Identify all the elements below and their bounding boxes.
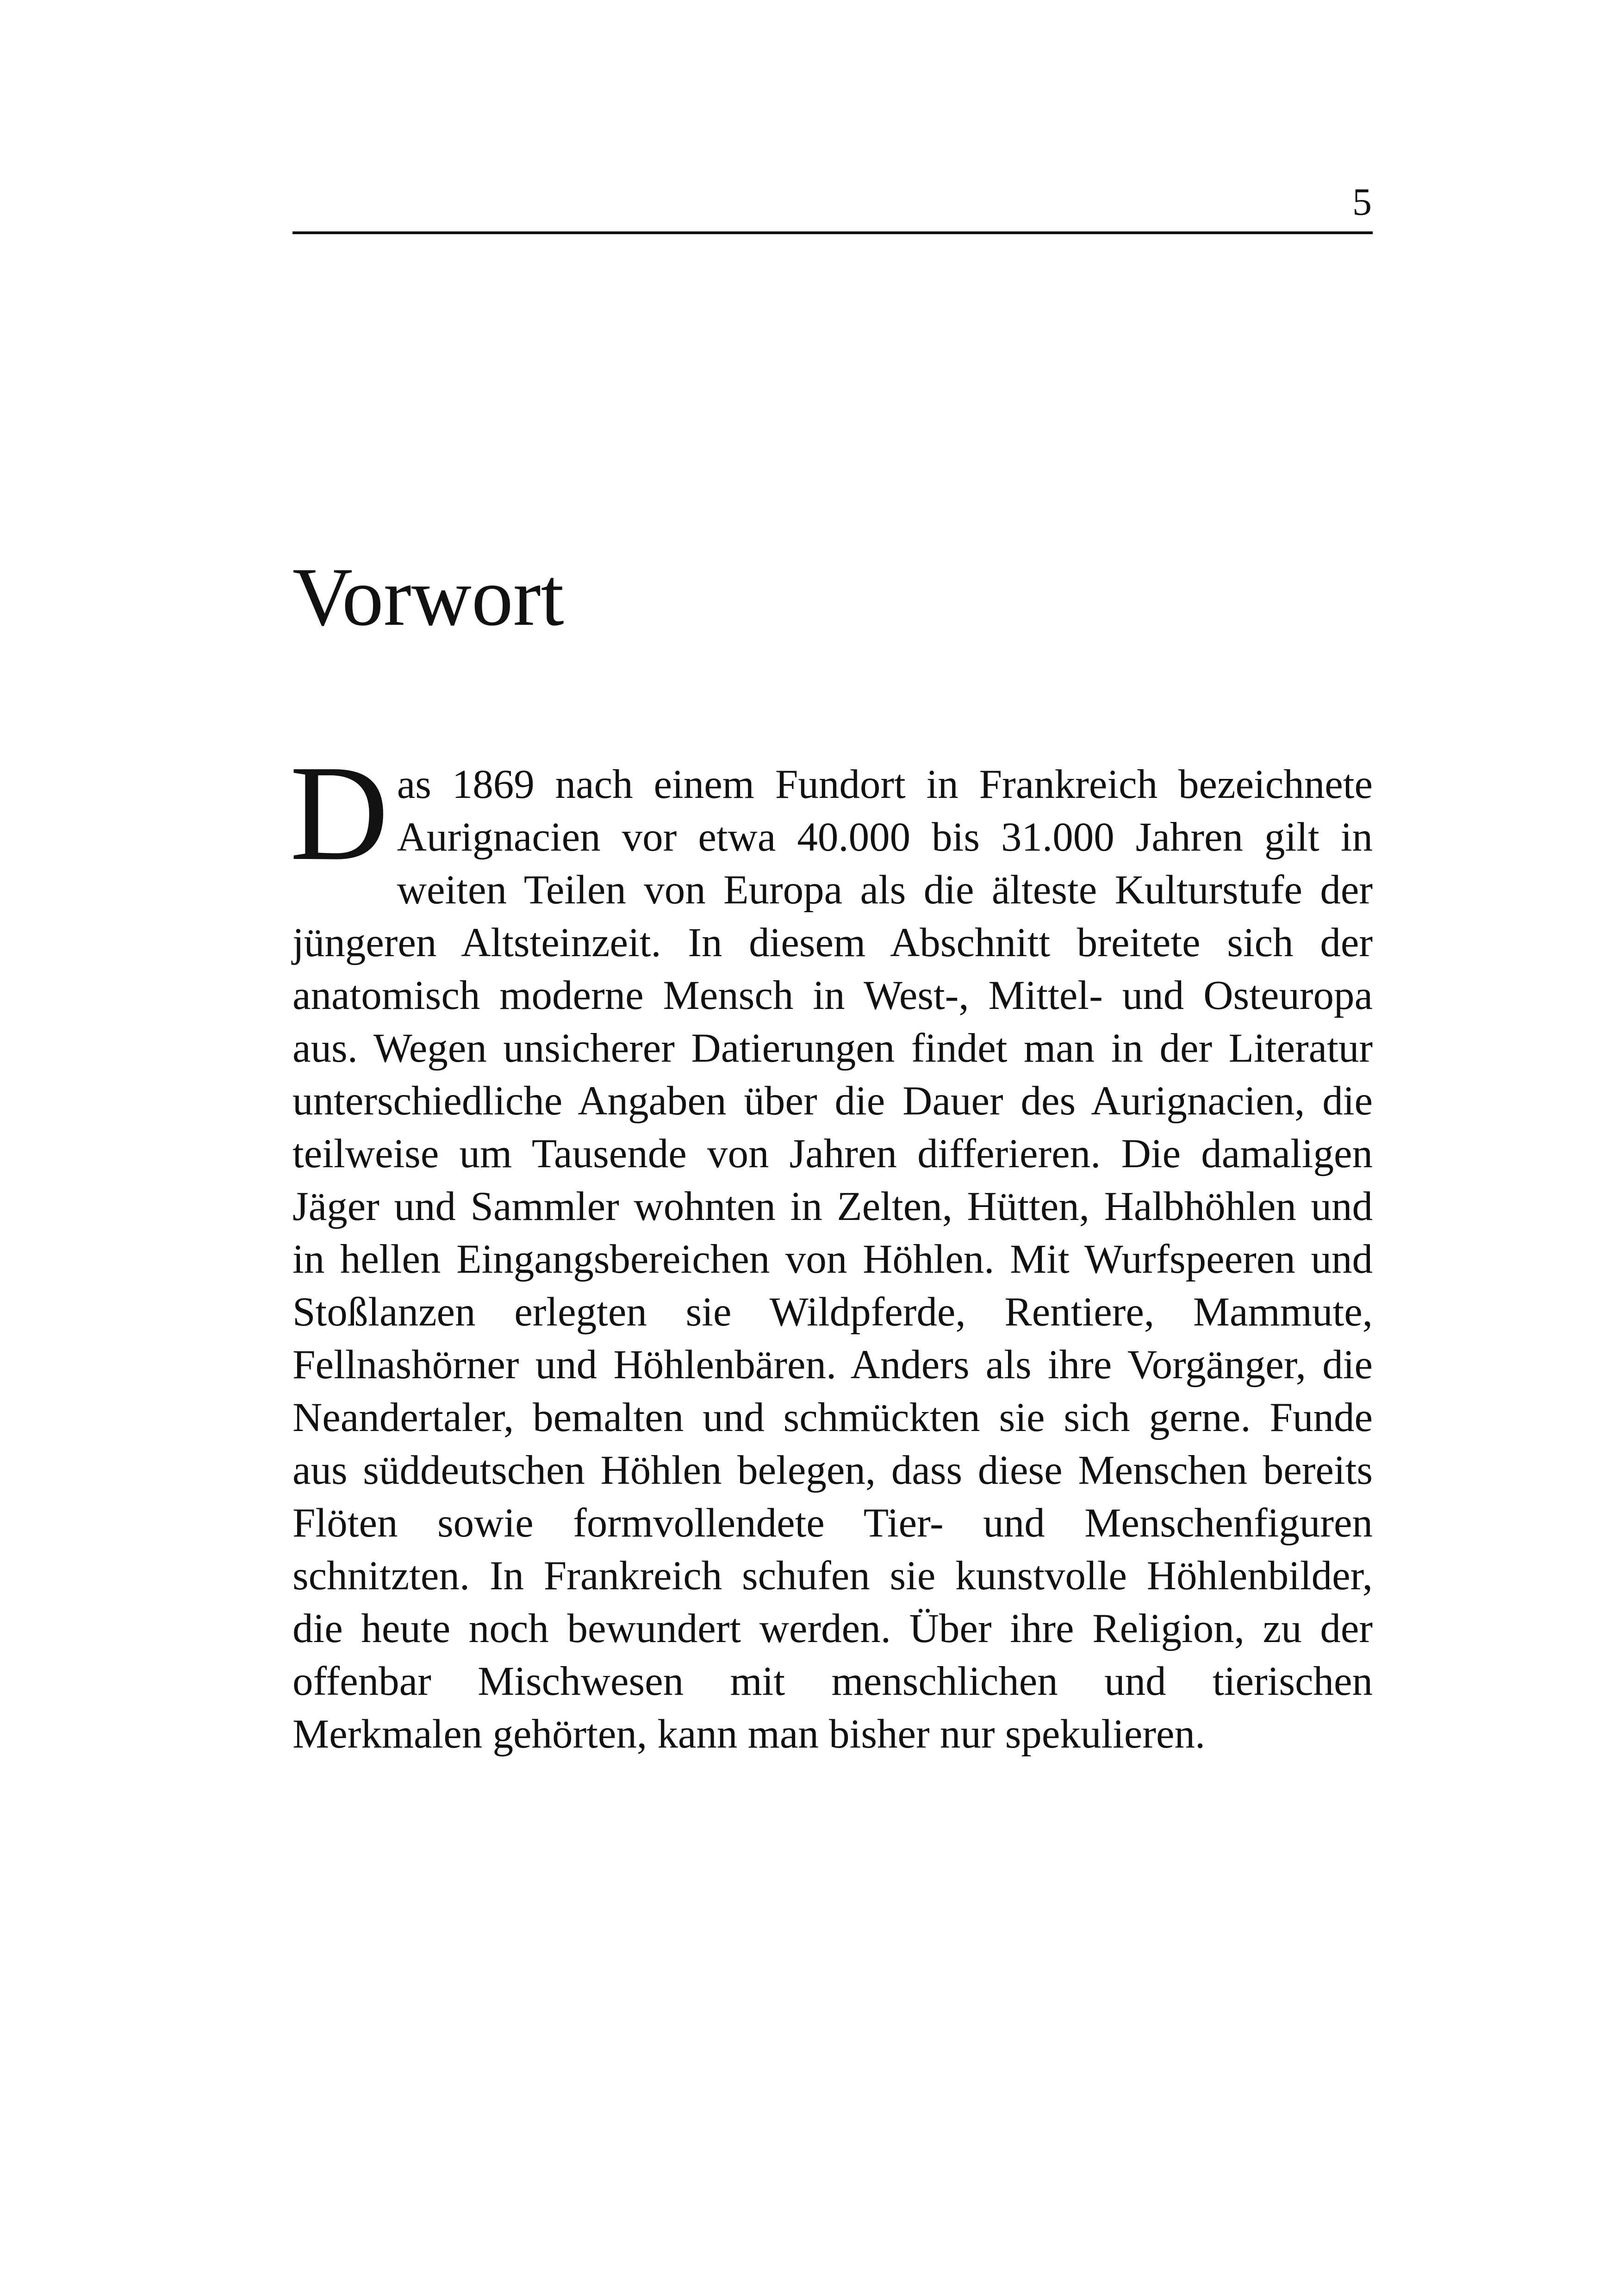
- header-rule: [292, 231, 1373, 234]
- page-number: 5: [1352, 180, 1373, 224]
- body-paragraph-text: as 1869 nach einem Fundort in Frankreich bezeichnete Aurignacien vor etwa 40.000 bis 31.000 Jahren gilt in weiten Teilen von Europa als die älteste Kulturstufe der jüngeren Altsteinzeit. In diesem Abschnitt breitete sich der anatomisch moderne Mensch in West-, Mittel- und Osteuropa aus. Wegen unsicherer Datierungen findet man in der Literatur unterschiedliche Angaben über die Dauer des Aurignacien, die teilweise um Tausende von Jahren differieren. Die damaligen Jäger und Sammler wohnten in Zelten, Hütten, Halbhöhlen und in hellen Eingangsbereichen von Höhlen. Mit Wurfspeeren und Stoßlanzen erlegten sie Wildpferde, Rentiere, Mammute, Fellnashörner und Höhlenbären. Anders als ihre Vorgänger, die Neandertaler, bemalten und schmückten sie sich gerne. Funde aus süddeutschen Höhlen belegen, dass diese Menschen bereits Flöten sowie formvollendete Tier- und Menschenfiguren schnitzten. In Frankreich schufen sie kunstvolle Höhlenbilder, die heute noch bewundert werden. Über ihre Religion, zu der offenbar Mischwesen mit menschlichen und tierischen Merkmalen gehörten, kann man bisher nur spekulieren.: [292, 762, 1373, 1757]
- drop-cap: D: [290, 737, 389, 889]
- body-paragraph: [290, 737, 1373, 1761]
- chapter-title: Vorwort: [292, 551, 564, 643]
